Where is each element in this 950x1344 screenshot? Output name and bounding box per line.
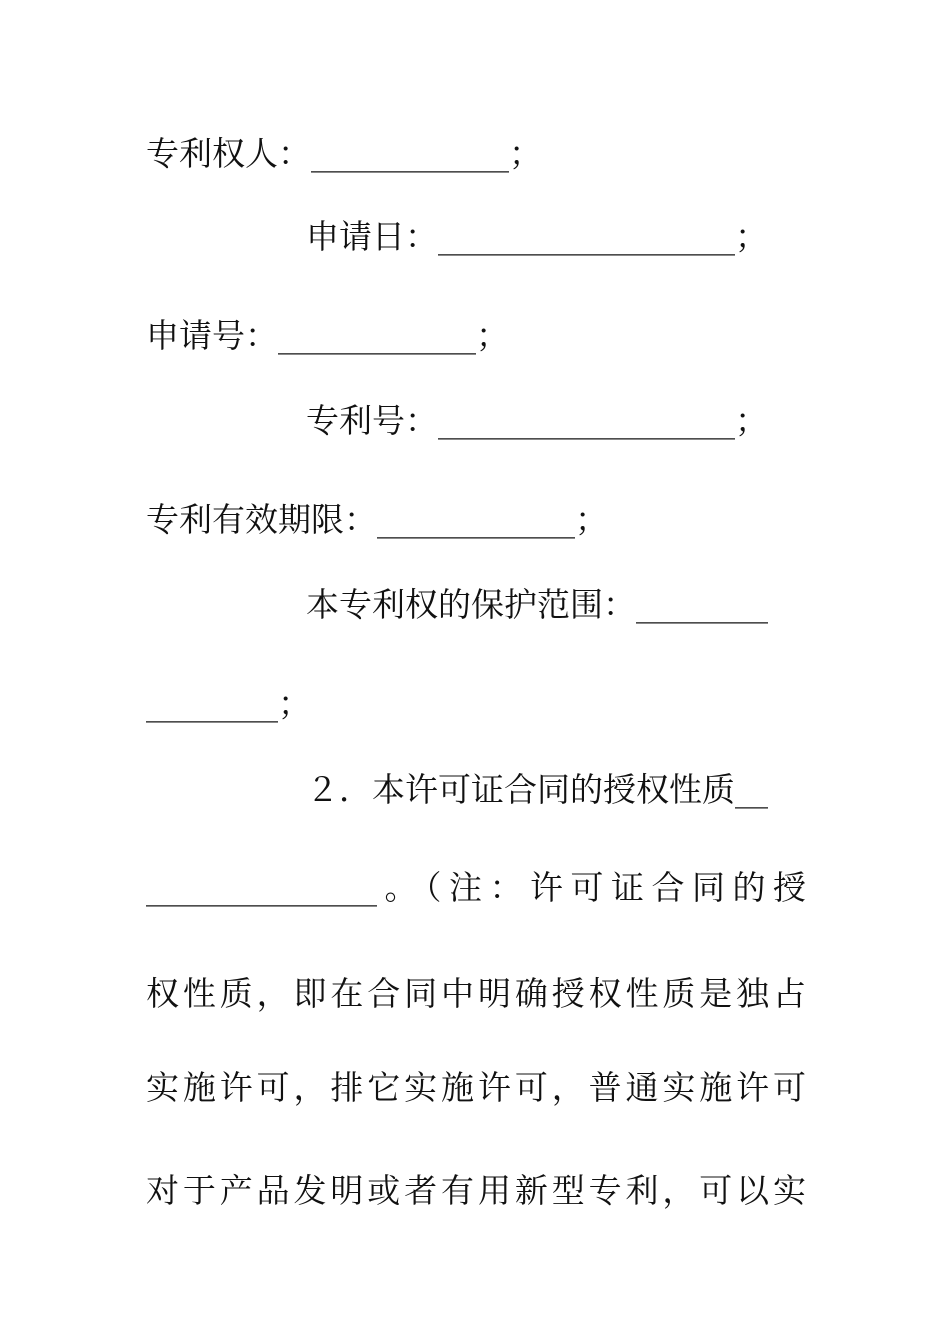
patent-number-line: 专利号：__________________； xyxy=(306,401,768,440)
patent-validity-line: 专利有效期限：____________； xyxy=(146,500,608,539)
protection-scope-continuation: ________； xyxy=(146,684,311,723)
paragraph-line: ______________。（注：许可证合同的授 xyxy=(146,868,806,907)
paragraph-line: 实施许可，排它实施许可，普通实施许可 xyxy=(146,1068,806,1107)
paragraph-line: 对于产品发明或者有用新型专利，可以实 xyxy=(146,1171,806,1210)
application-number-line: 申请号：____________； xyxy=(146,316,509,355)
application-date-line: 申请日：__________________； xyxy=(306,217,768,256)
patentee-line: 专利权人：____________； xyxy=(146,134,542,173)
paragraph-line: 权性质，即在合同中明确授权性质是独占 xyxy=(146,974,806,1013)
protection-scope-line: 本专利权的保护范围：________ xyxy=(306,585,768,624)
authorization-nature-line: ２．本许可证合同的授权性质__ xyxy=(306,770,768,809)
